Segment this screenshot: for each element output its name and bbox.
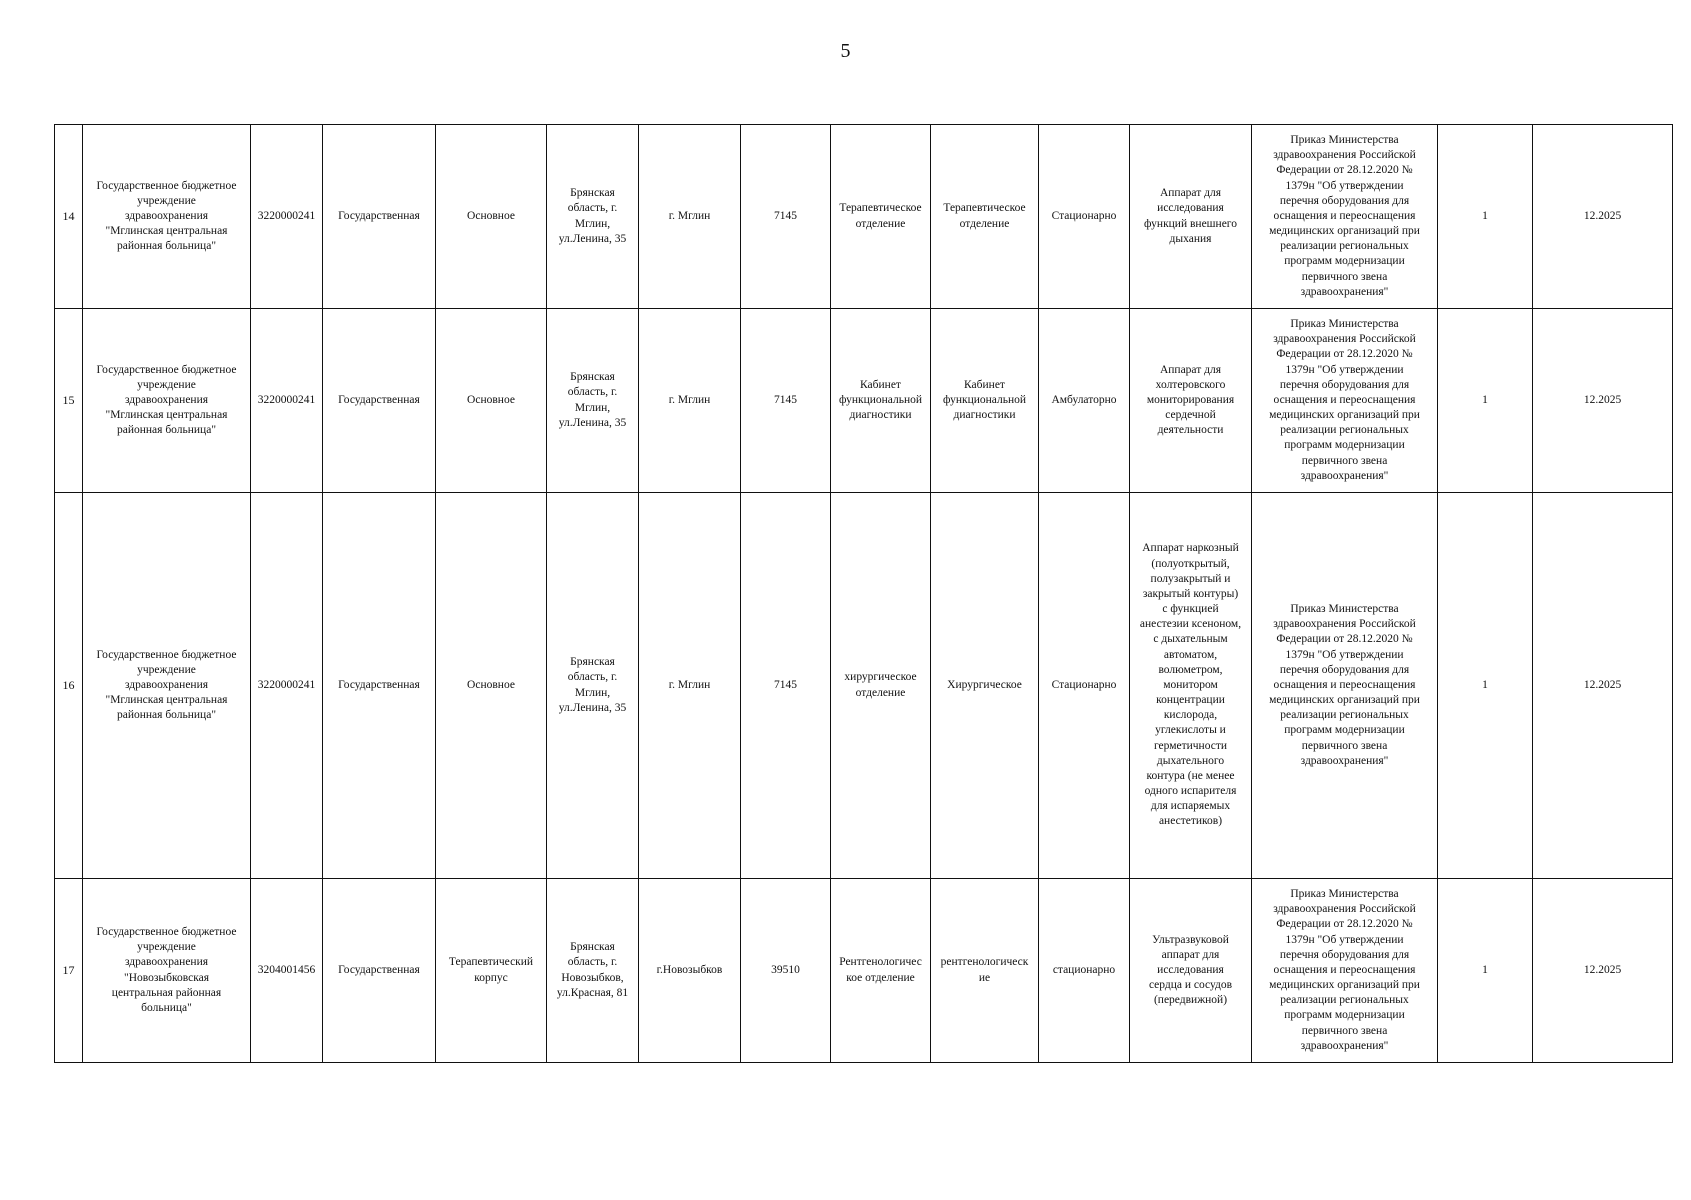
address: Брянская область, г. Мглин, ул.Ленина, 35 xyxy=(547,493,639,879)
building-name: Основное xyxy=(436,125,547,309)
table-row xyxy=(55,493,1673,879)
care-form: Стационарно xyxy=(1039,125,1130,309)
delivery-date: 12.2025 xyxy=(1533,493,1673,879)
department: Терапевтическое отделение xyxy=(831,125,931,309)
profile: Кабинет функциональной диагностики xyxy=(931,309,1039,493)
equipment-name: Аппарат для исследования функций внешнего дыхания xyxy=(1130,125,1252,309)
page-number: 5 xyxy=(840,40,851,62)
delivery-date: 12.2025 xyxy=(1533,879,1673,1063)
inn-code: 3220000241 xyxy=(251,125,323,309)
inn-code: 3220000241 xyxy=(251,309,323,493)
quantity: 1 xyxy=(1438,879,1533,1063)
locality: г. Мглин xyxy=(639,125,741,309)
inn-code: 3220000241 xyxy=(251,493,323,879)
organization-name: Государственное бюджетное учреждение здравоохранения "Мглинская центральная районная больница" xyxy=(83,125,251,309)
ownership-form: Государственная xyxy=(323,879,436,1063)
locality: г.Новозыбков xyxy=(639,879,741,1063)
quantity: 1 xyxy=(1438,125,1533,309)
row-number: 15 xyxy=(55,309,83,493)
organization-name: Государственное бюджетное учреждение здравоохранения "Мглинская центральная районная больница" xyxy=(83,493,251,879)
ownership-form: Государственная xyxy=(323,309,436,493)
regulation-order: Приказ Министерства здравоохранения Российской Федерации от 28.12.2020 № 1379н "Об утверждении перечня оборудования для оснащения и переоснащения медицинских организаций при реализации региональных программ модернизации первичного звена здравоохранения" xyxy=(1252,879,1438,1063)
department: Кабинет функциональной диагностики xyxy=(831,309,931,493)
equipment-name: Аппарат наркозный (полуоткрытый, полузакрытый и закрытый контуры) с функцией анестезии ксеноном, с дыхательным автоматом, волюметром, монитором концентрации кислорода, углекислоты и герметичности дыхательного контура (не менее одного испарителя для испаряемых анестетиков) xyxy=(1130,493,1252,879)
building-name: Основное xyxy=(436,309,547,493)
delivery-date: 12.2025 xyxy=(1533,309,1673,493)
equipment-name: Аппарат для холтеровского мониторирования сердечной деятельности xyxy=(1130,309,1252,493)
regulation-order: Приказ Министерства здравоохранения Российской Федерации от 28.12.2020 № 1379н "Об утверждении перечня оборудования для оснащения и переоснащения медицинских организаций при реализации региональных программ модернизации первичного звена здравоохранения" xyxy=(1252,125,1438,309)
care-form: стационарно xyxy=(1039,879,1130,1063)
address: Брянская область, г. Новозыбков, ул.Красная, 81 xyxy=(547,879,639,1063)
row-number: 14 xyxy=(55,125,83,309)
care-form: Стационарно xyxy=(1039,493,1130,879)
table-row xyxy=(55,309,1673,493)
regulation-order: Приказ Министерства здравоохранения Российской Федерации от 28.12.2020 № 1379н "Об утверждении перечня оборудования для оснащения и переоснащения медицинских организаций при реализации региональных программ модернизации первичного звена здравоохранения" xyxy=(1252,309,1438,493)
profile: рентгенологическ ие xyxy=(931,879,1039,1063)
profile: Терапевтическое отделение xyxy=(931,125,1039,309)
row-number: 16 xyxy=(55,493,83,879)
organization-name: Государственное бюджетное учреждение здравоохранения "Новозыбковская центральная районная больница" xyxy=(83,879,251,1063)
population: 7145 xyxy=(741,125,831,309)
organization-name: Государственное бюджетное учреждение здравоохранения "Мглинская центральная районная больница" xyxy=(83,309,251,493)
locality: г. Мглин xyxy=(639,309,741,493)
care-form: Амбулаторно xyxy=(1039,309,1130,493)
equipment-table xyxy=(54,124,1673,1063)
table-row xyxy=(55,125,1673,309)
profile: Хирургическое xyxy=(931,493,1039,879)
quantity: 1 xyxy=(1438,493,1533,879)
ownership-form: Государственная xyxy=(323,493,436,879)
population: 7145 xyxy=(741,493,831,879)
delivery-date: 12.2025 xyxy=(1533,125,1673,309)
department: Рентгенологичес кое отделение xyxy=(831,879,931,1063)
department: хирургическое отделение xyxy=(831,493,931,879)
population: 7145 xyxy=(741,309,831,493)
locality: г. Мглин xyxy=(639,493,741,879)
inn-code: 3204001456 xyxy=(251,879,323,1063)
building-name: Терапевтический корпус xyxy=(436,879,547,1063)
ownership-form: Государственная xyxy=(323,125,436,309)
equipment-name: Ультразвуковой аппарат для исследования сердца и сосудов (передвижной) xyxy=(1130,879,1252,1063)
building-name: Основное xyxy=(436,493,547,879)
row-number: 17 xyxy=(55,879,83,1063)
address: Брянская область, г. Мглин, ул.Ленина, 35 xyxy=(547,309,639,493)
quantity: 1 xyxy=(1438,309,1533,493)
regulation-order: Приказ Министерства здравоохранения Российской Федерации от 28.12.2020 № 1379н "Об утверждении перечня оборудования для оснащения и переоснащения медицинских организаций при реализации региональных программ модернизации первичного звена здравоохранения" xyxy=(1252,493,1438,879)
address: Брянская область, г. Мглин, ул.Ленина, 35 xyxy=(547,125,639,309)
population: 39510 xyxy=(741,879,831,1063)
table-row xyxy=(55,879,1673,1063)
